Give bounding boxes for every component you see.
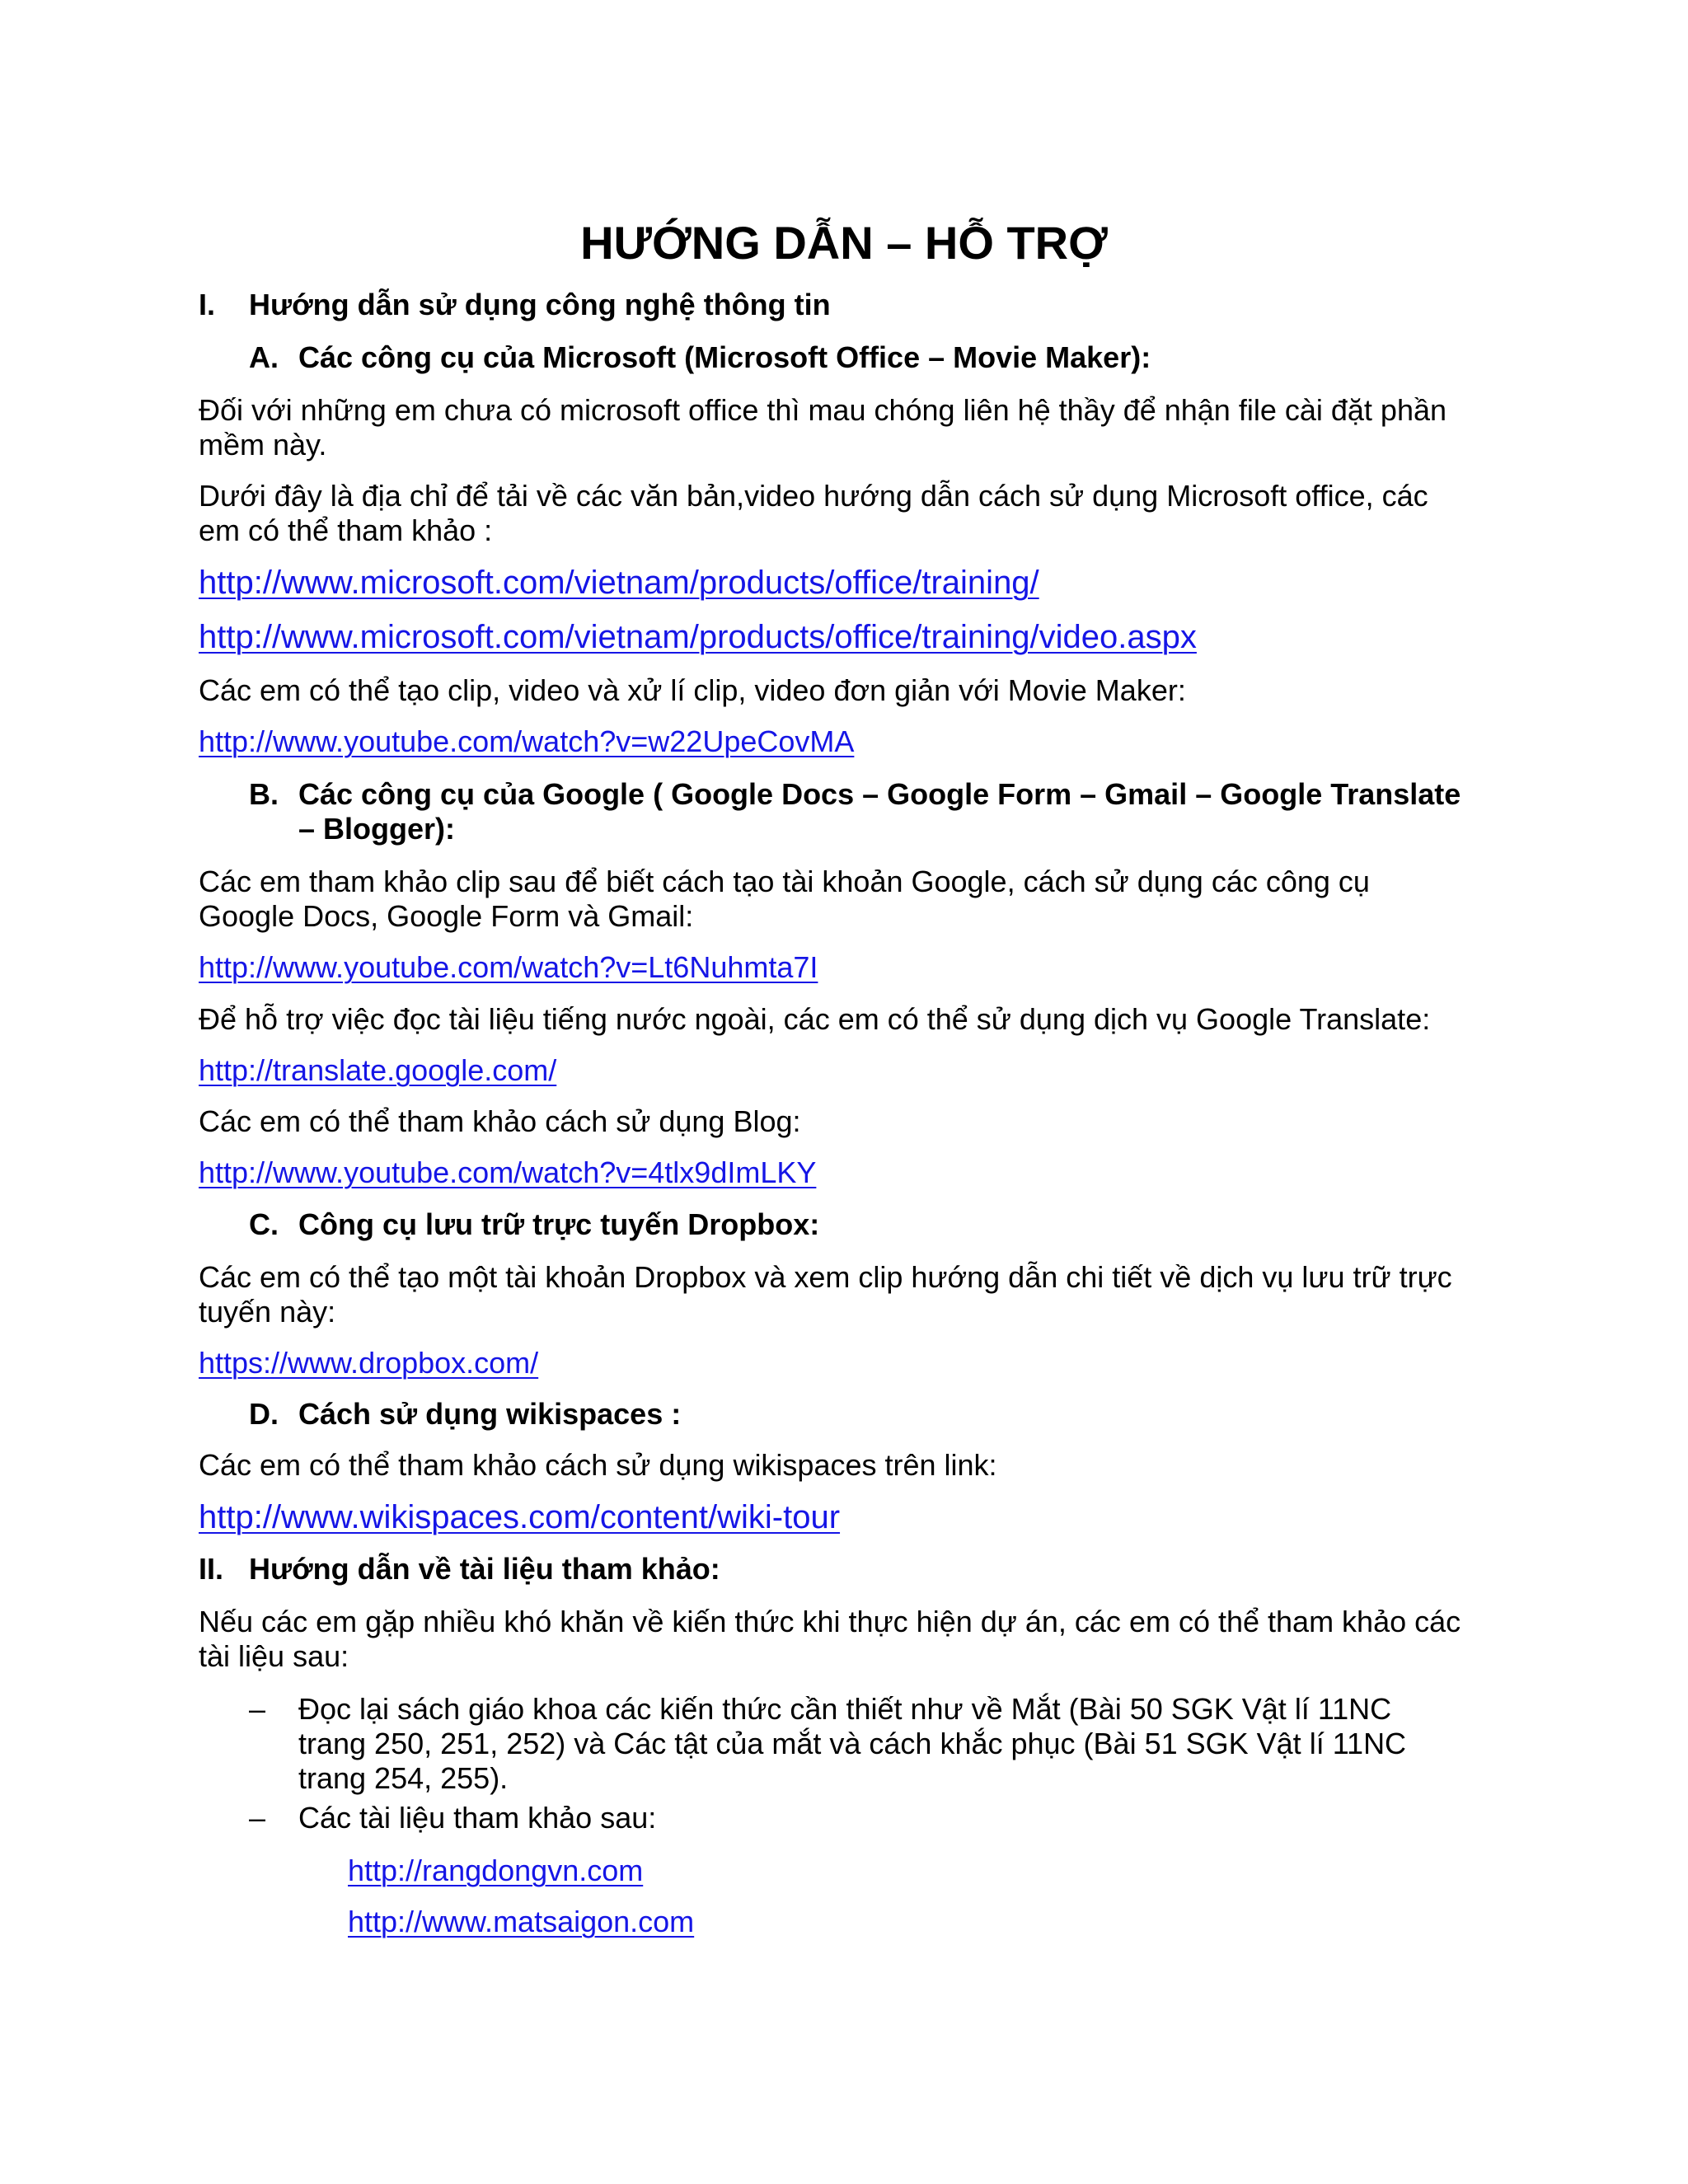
subsection-c-number: C. [249,1207,279,1241]
paragraph-line: Google Docs, Google Form và Gmail: [199,899,694,933]
paragraph-line: Nếu các em gặp nhiều khó khăn về kiến thức khi thực hiện dự án, các em có thể tham khảo các [199,1605,1461,1638]
paragraph-line: Các em có thể tạo một tài khoản Dropbox và xem clip hướng dẫn chi tiết về dịch vụ lưu trữ trực [199,1260,1452,1294]
subsection-a-number: A. [249,340,279,374]
subsection-b-number: B. [249,777,279,811]
rangdong-link[interactable]: http://rangdongvn.com [348,1854,644,1887]
bullet-line: Các tài liệu tham khảo sau: [298,1801,657,1835]
dropbox-link[interactable]: https://www.dropbox.com/ [199,1346,539,1380]
section-1-number: I. [199,288,216,321]
paragraph-line: tài liệu sau: [199,1639,349,1673]
section-2-number: II. [199,1552,224,1586]
bullet-line: trang 250, 251, 252) và Các tật của mắt và cách khắc phục (Bài 51 SGK Vật lí 11NC [298,1727,1407,1760]
paragraph-line: Dưới đây là địa chỉ để tải về các văn bản,video hướng dẫn cách sử dụng Microsoft office, các [199,479,1428,513]
subsection-d-number: D. [249,1397,279,1431]
subsection-b-heading: Các công cụ của Google ( Google Docs – Google Form – Gmail – Google Translate [298,777,1461,811]
paragraph-line: Các em tham khảo clip sau để biết cách tạo tài khoản Google, cách sử dụng các công cụ [199,865,1370,898]
paragraph-line: Các em có thể tham khảo cách sử dụng wikispaces trên link: [199,1448,997,1482]
blog-video-link[interactable]: http://www.youtube.com/watch?v=4tlx9dImLKY [199,1155,817,1189]
page-title: HƯỚNG DẪN – HỖ TRỢ [580,217,1108,269]
microsoft-training-link[interactable]: http://www.microsoft.com/vietnam/products/office/training/ [199,565,1039,601]
paragraph-line: Các em có thể tham khảo cách sử dụng Blog: [199,1104,801,1138]
google-translate-link[interactable]: http://translate.google.com/ [199,1053,557,1087]
matsaigon-link[interactable]: http://www.matsaigon.com [348,1905,695,1938]
paragraph-line: Đối với những em chưa có microsoft office thì mau chóng liên hệ thầy để nhận file cài đặt phần [199,393,1447,427]
bullet-dash: – [249,1692,266,1726]
wikispaces-tour-link[interactable]: http://www.wikispaces.com/content/wiki-tour [199,1499,841,1535]
bullet-line: trang 254, 255). [298,1761,509,1795]
subsection-d-heading: Cách sử dụng wikispaces : [298,1397,682,1431]
paragraph-line: tuyến này: [199,1295,336,1329]
paragraph-line: mềm này. [199,428,327,462]
subsection-c-heading: Công cụ lưu trữ trực tuyến Dropbox: [298,1207,820,1241]
section-1-heading: Hướng dẫn sử dụng công nghệ thông tin [249,288,831,321]
paragraph-line: Các em có thể tạo clip, video và xử lí clip, video đơn giản với Movie Maker: [199,673,1186,707]
bullet-line: Đọc lại sách giáo khoa các kiến thức cần thiết như về Mắt (Bài 50 SGK Vật lí 11NC [298,1692,1392,1726]
section-2-heading: Hướng dẫn về tài liệu tham khảo: [249,1552,720,1586]
subsection-b-heading-cont: – Blogger): [298,812,456,846]
microsoft-training-video-link[interactable]: http://www.microsoft.com/vietnam/products/office/training/video.aspx [199,619,1197,655]
subsection-a-heading: Các công cụ của Microsoft (Microsoft Office – Movie Maker): [298,340,1151,374]
paragraph-line: Để hỗ trợ việc đọc tài liệu tiếng nước ngoài, các em có thể sử dụng dịch vụ Google Translate: [199,1002,1431,1036]
movie-maker-video-link[interactable]: http://www.youtube.com/watch?v=w22UpeCovMA [199,724,855,758]
paragraph-line: em có thể tham khảo : [199,513,493,547]
bullet-dash: – [249,1801,266,1835]
google-tools-video-link[interactable]: http://www.youtube.com/watch?v=Lt6Nuhmta7I [199,950,818,984]
